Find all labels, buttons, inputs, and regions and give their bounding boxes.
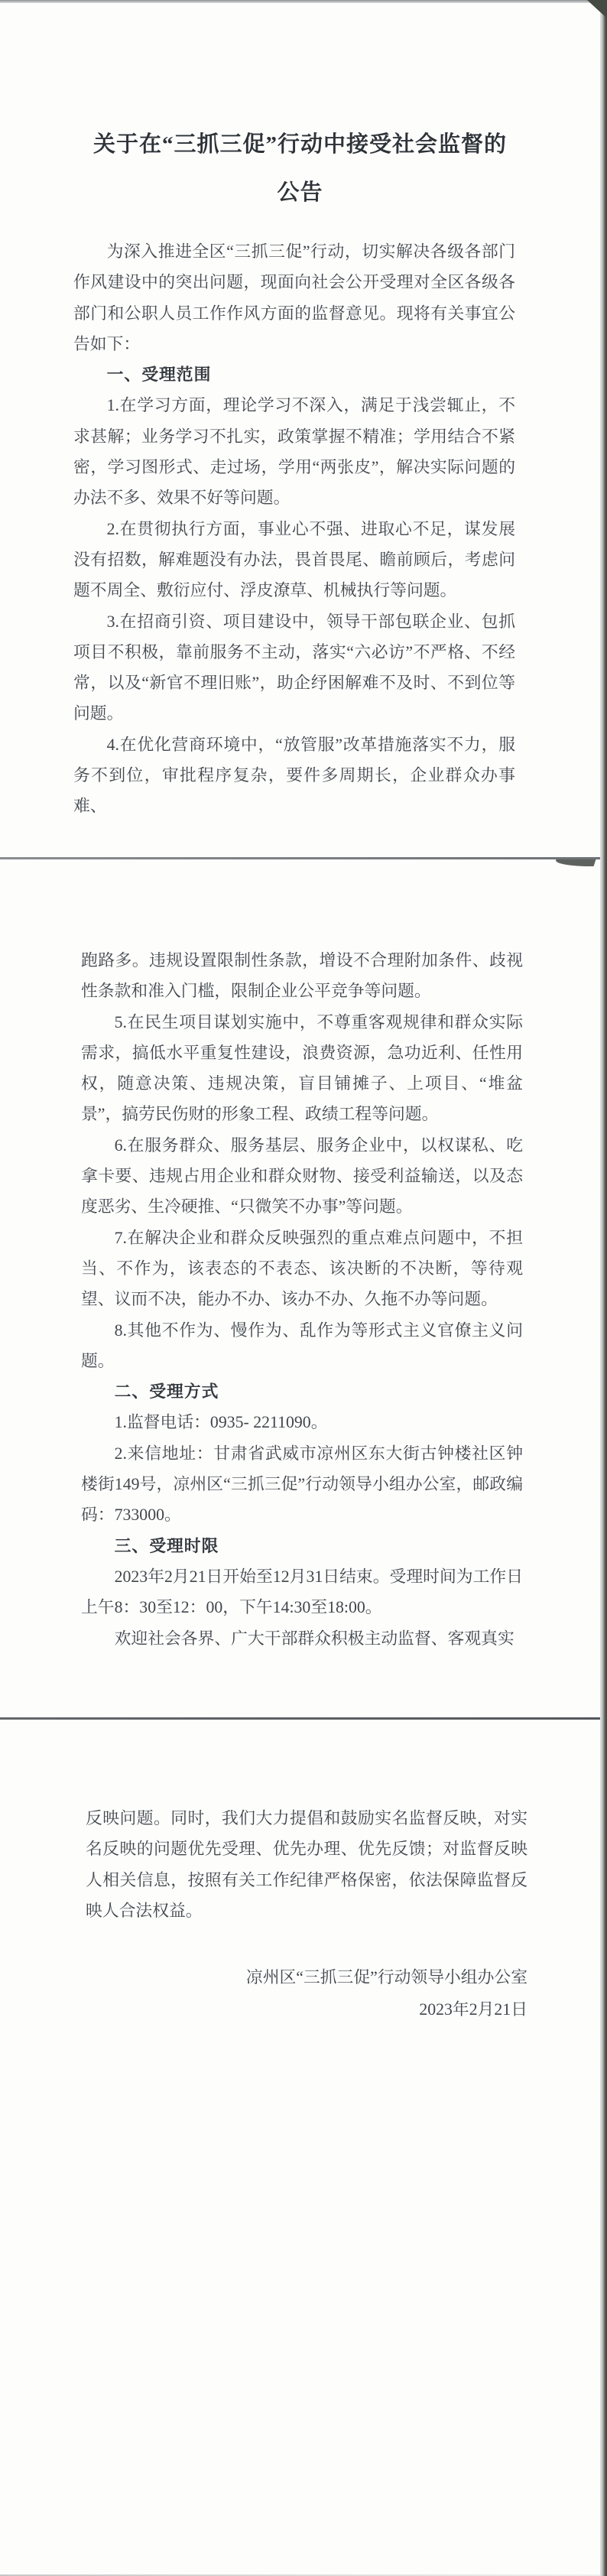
page-2-body [81, 945, 523, 1654]
document-title-line-2: 公告 [277, 180, 323, 205]
intro-paragraph: 为深入推进全区“三抓三促”行动，切实解决各级各部门作风建设中的突出问题，现面向社会公开受理对全区各级各部门和公职人员工作作风方面的监督意见。现将有关事宜公告如下： [73, 242, 515, 353]
issue-item-7: 7.在解决企业和群众反映强烈的重点难点问题中，不担当、不作为，该表态的不表态、该决断的不决断，等待观望、议而不决，能办不办、该办不办、久拖不办等问题。 [81, 1228, 523, 1309]
page-1 [0, 3, 600, 857]
page-separator-1 [0, 857, 607, 859]
section-3-heading: 三、受理时限 [114, 1536, 219, 1555]
section-2-heading: 二、受理方式 [114, 1382, 219, 1402]
contact-address: 2.来信地址：甘肃省武威市凉州区东大街古钟楼社区钟楼街149号，凉州区“三抓三促”行动领导小组办公室，邮政编码：733000。 [81, 1444, 523, 1525]
page-1-body [73, 236, 515, 822]
document-title [0, 121, 600, 217]
issue-item-6: 6.在服务群众、服务基层、服务企业中，以权谋私、吃拿卡要、违规占用企业和群众财物、接受利益输送，以及态度恶劣、生冷硬推、“只微笑不办事”等问题。 [81, 1135, 523, 1217]
acceptance-period: 2023年2月21日开始至12月31日结束。受理时间为工作日上午8：30至12：00，下午14:30至18:00。 [81, 1567, 523, 1617]
issue-item-3: 3.在招商引资、项目建设中，领导干部包联企业、包抓项目不积极，靠前服务不主动，落实“六必访”不严格、不经常，以及“新官不理旧账”，助企纾困解难不及时、不到位等问题。 [73, 612, 515, 723]
issue-item-4-part-1: 4.在优化营商环境中，“放管服”改革措施落实不力，服务不到位，审批程序复杂，要件多周期长，企业群众办事难、 [73, 735, 515, 816]
issue-date: 2023年2月21日 [419, 2000, 527, 2019]
signature-block [86, 1961, 527, 2025]
issue-item-1: 1.在学习方面，理论学习不深入，满足于浅尝辄止，不求甚解；业务学习不扎实，政策掌握不精准；学用结合不紧密，学习图形式、走过场，学用“两张皮”，解决实际问题的办法不多、效果不好等问题。 [73, 396, 515, 508]
contact-phone: 1.监督电话：0935- 2211090。 [114, 1413, 328, 1432]
scan-top-edge [0, 0, 607, 3]
page-2 [0, 859, 600, 1717]
issue-item-4-part-2: 跑路多。违规设置限制性条款，增设不合理附加条件、歧视性条款和准入门槛，限制企业公平竞争等问题。 [81, 951, 523, 1001]
issue-item-8: 8.其他不作为、慢作为、乱作为等形式主义官僚主义问题。 [81, 1320, 523, 1370]
issuing-office: 凉州区“三抓三促”行动领导小组办公室 [245, 1968, 527, 1987]
document-title-line-1: 关于在“三抓三促”行动中接受社会监督的 [93, 132, 507, 157]
welcome-note-part-1: 欢迎社会各界、广大干部群众积极主动监督、客观真实 [114, 1629, 514, 1648]
welcome-note-part-2: 反映问题。同时，我们大力提倡和鼓励实名监督反映，对实名反映的问题优先受理、优先办理、优先反馈；对监督反映人相关信息，按照有关工作纪律严格保密，依法保障监督反映人合法权益。 [86, 1809, 527, 1920]
scan-right-edge [600, 0, 607, 2576]
page-3 [0, 1720, 600, 2576]
page-3-body [86, 1803, 527, 2025]
issue-item-5: 5.在民生项目谋划实施中，不尊重客观规律和群众实际需求，搞低水平重复性建设，浪费资源，急功近利、任性用权，随意决策、违规决策，盲目铺摊子、上项目、“堆盆景”，搞劳民伤财的形象工程、政绩工程等问题。 [81, 1012, 523, 1124]
section-1-heading: 一、受理范围 [106, 365, 212, 385]
issue-item-2: 2.在贯彻执行方面，事业心不强、进取心不足，谋发展没有招数，解难题没有办法，畏首畏尾、瞻前顾后，考虑问题不周全、敷衍应付、浮皮潦草、机械执行等问题。 [73, 519, 515, 600]
page-separator-2 [0, 1717, 607, 1720]
